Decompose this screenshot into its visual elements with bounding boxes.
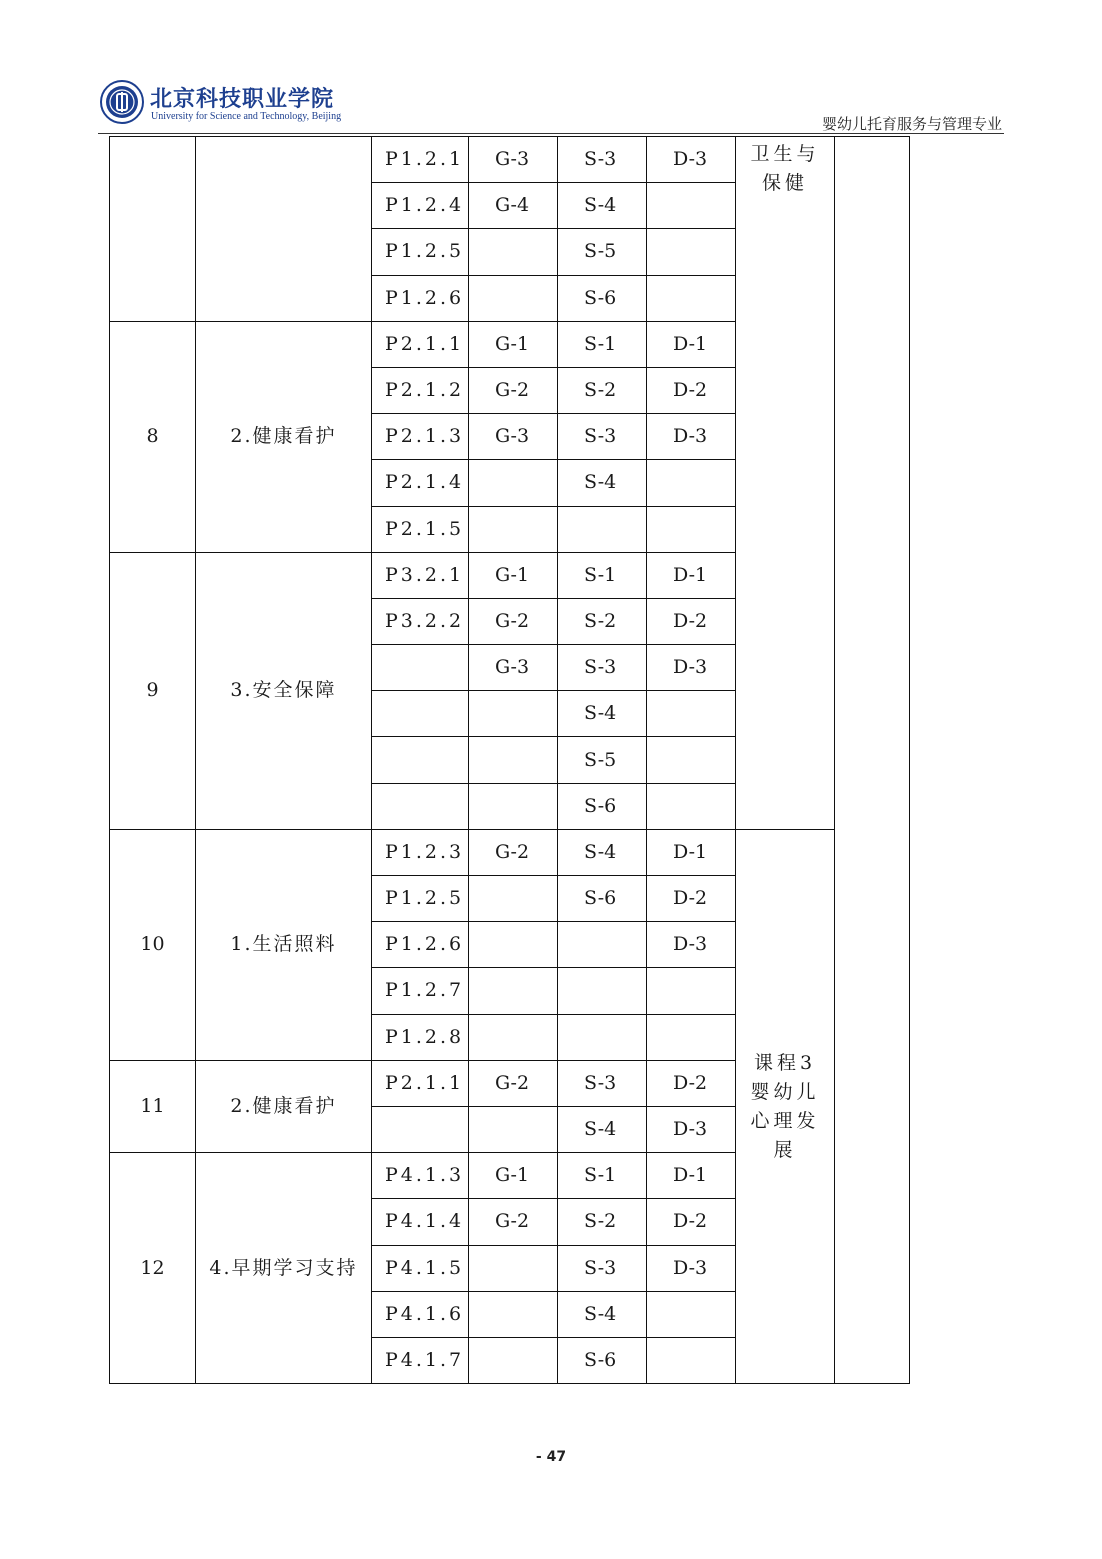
g-code-cell	[469, 691, 558, 737]
course-name	[736, 830, 834, 1165]
g-code-cell: G-4	[469, 183, 558, 229]
d-code-cell: D-3	[647, 922, 736, 968]
p-code-cell: P4.1.5	[372, 1245, 469, 1291]
s-code-cell: S-2	[558, 367, 647, 413]
p-code-cell: P2.1.1	[372, 321, 469, 367]
d-code-cell	[647, 460, 736, 506]
g-code-cell	[469, 783, 558, 829]
g-code-cell: G-1	[469, 321, 558, 367]
p-code-cell: P1.2.8	[372, 1014, 469, 1060]
s-code-cell: S-3	[558, 1060, 647, 1106]
d-code-cell: D-3	[647, 645, 736, 691]
course-name-line: 卫生与	[750, 143, 820, 165]
d-code-cell	[647, 275, 736, 321]
d-code-cell: D-3	[647, 414, 736, 460]
s-code-cell: S-6	[558, 783, 647, 829]
p-code-cell: P1.2.7	[372, 968, 469, 1014]
d-code-cell: D-3	[647, 137, 736, 183]
g-code-cell	[469, 1291, 558, 1337]
module-cell: 2.健康看护	[196, 1060, 372, 1152]
course-name-line: 心理发	[750, 1109, 820, 1132]
d-code-cell: D-2	[647, 367, 736, 413]
d-code-cell: D-1	[647, 552, 736, 598]
s-code-cell: S-6	[558, 876, 647, 922]
module-cell: 4.早期学习支持	[196, 1153, 372, 1384]
school-seal-icon	[100, 80, 144, 124]
g-code-cell: G-2	[469, 598, 558, 644]
module-cell: 3.安全保障	[196, 552, 372, 829]
module-cell: 2.健康看护	[196, 321, 372, 552]
module-cell: 1.生活照料	[196, 829, 372, 1060]
g-code-cell: G-1	[469, 552, 558, 598]
s-code-cell	[558, 922, 647, 968]
g-code-cell	[469, 229, 558, 275]
p-code-cell: P1.2.1	[372, 137, 469, 183]
school-name-en: University for Science and Technology, Beijing	[151, 111, 342, 122]
page-number: - 47	[535, 1449, 567, 1465]
s-code-cell: S-4	[558, 829, 647, 875]
g-code-cell: G-2	[469, 367, 558, 413]
p-code-cell: P1.2.6	[372, 922, 469, 968]
g-code-cell	[469, 1106, 558, 1152]
s-code-cell	[558, 1014, 647, 1060]
d-code-cell	[647, 229, 736, 275]
s-code-cell: S-2	[558, 598, 647, 644]
p-code-cell	[372, 645, 469, 691]
p-code-cell: P4.1.3	[372, 1153, 469, 1199]
p-code-cell	[372, 783, 469, 829]
course-name-line: 课程3	[753, 1051, 817, 1074]
p-code-cell	[372, 691, 469, 737]
g-code-cell: G-2	[469, 1060, 558, 1106]
p-code-cell	[372, 737, 469, 783]
s-code-cell: S-4	[558, 183, 647, 229]
p-code-cell: P1.2.4	[372, 183, 469, 229]
p-code-cell: P2.1.5	[372, 506, 469, 552]
g-code-cell	[469, 922, 558, 968]
row-number-cell: 8	[110, 321, 196, 552]
row-number-cell	[110, 137, 196, 322]
empty-last-column-cell	[835, 137, 910, 1384]
g-code-cell	[469, 1014, 558, 1060]
d-code-cell	[647, 1291, 736, 1337]
p-code-cell: P1.2.6	[372, 275, 469, 321]
s-code-cell: S-1	[558, 552, 647, 598]
d-code-cell: D-2	[647, 876, 736, 922]
s-code-cell	[558, 968, 647, 1014]
p-code-cell: P2.1.1	[372, 1060, 469, 1106]
p-code-cell	[372, 1106, 469, 1152]
g-code-cell	[469, 968, 558, 1014]
row-number-cell: 12	[110, 1153, 196, 1384]
course-cell-psychology	[736, 829, 835, 1383]
s-code-cell: S-1	[558, 321, 647, 367]
g-code-cell: G-2	[469, 1199, 558, 1245]
p-code-cell: P1.2.5	[372, 229, 469, 275]
s-code-cell	[558, 506, 647, 552]
d-code-cell: D-2	[647, 1060, 736, 1106]
row-number-cell: 10	[110, 829, 196, 1060]
g-code-cell	[469, 506, 558, 552]
p-code-cell: P3.2.1	[372, 552, 469, 598]
module-cell	[196, 137, 372, 322]
d-code-cell: D-1	[647, 321, 736, 367]
g-code-cell: G-3	[469, 645, 558, 691]
d-code-cell: D-2	[647, 598, 736, 644]
d-code-cell: D-1	[647, 1153, 736, 1199]
p-code-cell: P4.1.7	[372, 1337, 469, 1383]
s-code-cell: S-4	[558, 1291, 647, 1337]
row-number-cell: 11	[110, 1060, 196, 1152]
row-number-cell: 9	[110, 552, 196, 829]
page-header	[0, 0, 1102, 140]
p-code-cell: P2.1.3	[372, 414, 469, 460]
g-code-cell	[469, 275, 558, 321]
p-code-cell: P1.2.3	[372, 829, 469, 875]
d-code-cell: D-2	[647, 1199, 736, 1245]
s-code-cell: S-5	[558, 737, 647, 783]
s-code-cell: S-5	[558, 229, 647, 275]
curriculum-mapping-table	[109, 136, 910, 1384]
p-code-cell: P3.2.2	[372, 598, 469, 644]
g-code-cell: G-3	[469, 137, 558, 183]
d-code-cell	[647, 506, 736, 552]
course-name-line: 婴幼儿	[750, 1080, 820, 1103]
g-code-cell	[469, 737, 558, 783]
s-code-cell: S-3	[558, 645, 647, 691]
d-code-cell: D-3	[647, 1245, 736, 1291]
s-code-cell: S-4	[558, 1106, 647, 1152]
g-code-cell	[469, 876, 558, 922]
program-title: 婴幼儿托育服务与管理专业	[821, 115, 1002, 133]
d-code-cell: D-3	[647, 1106, 736, 1152]
p-code-cell: P4.1.6	[372, 1291, 469, 1337]
course-name-line: 展	[773, 1138, 797, 1161]
s-code-cell: S-4	[558, 691, 647, 737]
d-code-cell	[647, 691, 736, 737]
p-code-cell: P2.1.4	[372, 460, 469, 506]
course-cell-hygiene	[736, 137, 835, 830]
header-divider	[98, 133, 1004, 134]
g-code-cell	[469, 460, 558, 506]
d-code-cell	[647, 737, 736, 783]
s-code-cell: S-3	[558, 1245, 647, 1291]
p-code-cell: P2.1.2	[372, 367, 469, 413]
p-code-cell: P1.2.5	[372, 876, 469, 922]
d-code-cell	[647, 968, 736, 1014]
g-code-cell: G-3	[469, 414, 558, 460]
s-code-cell: S-4	[558, 460, 647, 506]
d-code-cell	[647, 1014, 736, 1060]
s-code-cell: S-3	[558, 414, 647, 460]
s-code-cell: S-2	[558, 1199, 647, 1245]
d-code-cell	[647, 183, 736, 229]
d-code-cell	[647, 783, 736, 829]
g-code-cell: G-1	[469, 1153, 558, 1199]
s-code-cell: S-6	[558, 1337, 647, 1383]
s-code-cell: S-6	[558, 275, 647, 321]
course-name	[736, 137, 834, 198]
s-code-cell: S-3	[558, 137, 647, 183]
d-code-cell: D-1	[647, 829, 736, 875]
table-row	[110, 829, 910, 875]
g-code-cell	[469, 1245, 558, 1291]
table-row	[110, 137, 910, 183]
d-code-cell	[647, 1337, 736, 1383]
school-name-cn: 北京科技职业学院	[150, 86, 335, 112]
s-code-cell: S-1	[558, 1153, 647, 1199]
course-name-line: 保健	[761, 172, 808, 194]
g-code-cell	[469, 1337, 558, 1383]
table-body	[110, 137, 910, 1384]
p-code-cell: P4.1.4	[372, 1199, 469, 1245]
g-code-cell: G-2	[469, 829, 558, 875]
